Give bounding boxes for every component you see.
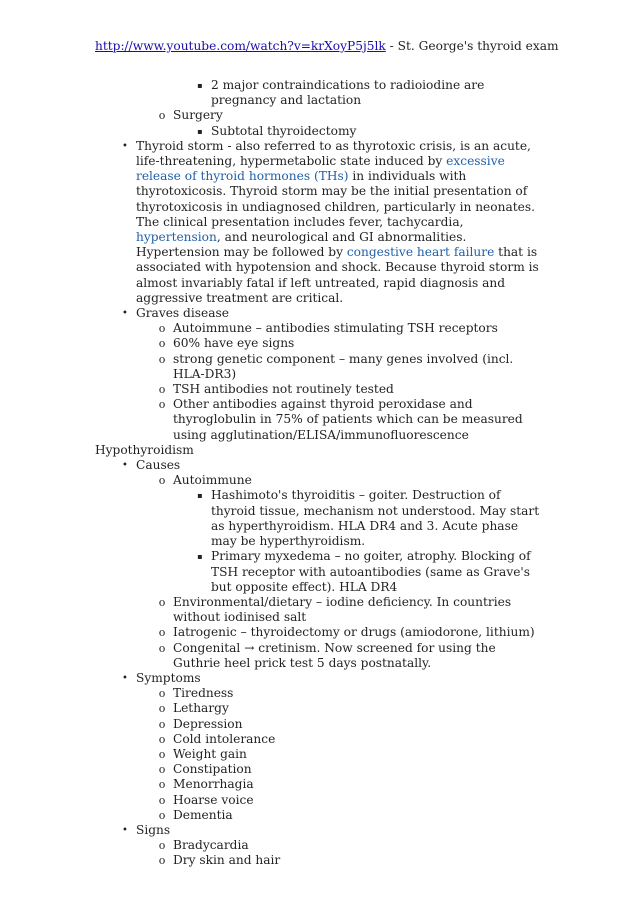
list-item-text: 60% have eye signs (173, 336, 295, 351)
disc-bullet-icon: • (122, 308, 128, 320)
list-item (0, 488, 638, 549)
square-bullet-icon: ▪ (197, 552, 203, 562)
list-item-signs (0, 823, 638, 838)
thyroid-storm-paragraph (136, 139, 540, 306)
list-item-graves (0, 306, 638, 321)
circle-bullet-icon: o (158, 383, 166, 397)
header-title: - St. George's thyroid exam (385, 39, 559, 53)
list-item (0, 701, 638, 716)
circle-bullet-icon: o (158, 839, 166, 853)
list-item (0, 717, 638, 732)
hypothyroidism-heading: Hypothyroidism (95, 442, 194, 457)
list-item (0, 641, 638, 671)
list-item-text: Iatrogenic – thyroidectomy or drugs (amiodorone, lithium) (173, 625, 535, 640)
list-item (0, 732, 638, 747)
list-item (0, 336, 638, 351)
header-link[interactable]: http://www.youtube.com/watch?v=krXoyP5j5lk (95, 39, 386, 53)
circle-bullet-icon: o (158, 687, 166, 701)
list-item-text: Constipation (173, 762, 252, 777)
circle-bullet-icon: o (158, 626, 166, 640)
congestive-heart-failure-link[interactable]: congestive heart failure (346, 245, 495, 260)
circle-bullet-icon: o (158, 352, 166, 366)
excessive-release-link[interactable]: excessive release of thyroid hormones (THs) (136, 154, 505, 184)
circle-bullet-icon: o (158, 337, 166, 351)
circle-bullet-icon: o (158, 763, 166, 777)
list-item-text: Subtotal thyroidectomy (211, 123, 357, 138)
paragraph-text: Thyroid storm - also referred to as thyrotoxic crisis, is an acute, life-threatening, hypermetabolic state induced by (136, 138, 531, 169)
circle-bullet-icon: o (158, 641, 166, 655)
list-item (0, 762, 638, 777)
list-item (0, 853, 638, 868)
list-item-text: TSH antibodies not routinely tested (173, 382, 394, 397)
list-item-text: Dry skin and hair (173, 853, 281, 868)
circle-bullet-icon: o (158, 474, 166, 488)
list-item-text: Lethargy (173, 701, 229, 716)
circle-bullet-icon: o (158, 808, 166, 822)
page-header (95, 39, 559, 54)
paragraph-text: that is associated with hypotension and shock. Because thyroid storm is almost invariably fatal if left untreated, rapid diagnosis and aggressive treatment are critical. (136, 245, 539, 305)
square-bullet-icon: ▪ (197, 491, 203, 501)
list-item-causes (0, 458, 638, 473)
list-item-text: Causes (136, 458, 181, 473)
list-item-text: Congenital → cretinism. Now screened for using the Guthrie heel prick test 5 days postnatally. (173, 640, 496, 670)
list-item (0, 78, 638, 108)
disc-bullet-icon: • (122, 672, 128, 684)
list-item-text: Depression (173, 716, 243, 731)
list-item (0, 686, 638, 701)
list-item-text: Symptoms (136, 670, 201, 685)
list-item-text: Bradycardia (173, 838, 249, 853)
list-item-text: 2 major contraindications to radioiodine are pregnancy and lactation (211, 78, 485, 108)
circle-bullet-icon: o (158, 793, 166, 807)
list-item-text: Hashimoto's thyroiditis – goiter. Destruction of thyroid tissue, mechanism not understood. May start as hyperthyroidism. HLA DR4 and 3. Acute phase may be hyperthyroidism. (211, 488, 540, 549)
paragraph-text: , and neurological and GI abnormalities. Hypertension may be followed by (136, 230, 467, 260)
list-item-text: Graves disease (136, 306, 229, 321)
list-item (0, 595, 638, 625)
list-item (0, 777, 638, 792)
list-item (0, 382, 638, 397)
list-item-symptoms (0, 671, 638, 686)
list-item-text: Primary myxedema – no goiter, atrophy. Blocking of TSH receptor with autoantibodies (same as Grave's but opposite effect). HLA DR4 (211, 549, 531, 594)
circle-bullet-icon: o (158, 778, 166, 792)
list-item-text: Surgery (173, 108, 223, 123)
circle-bullet-icon: o (158, 747, 166, 761)
list-item (0, 838, 638, 853)
circle-bullet-icon: o (158, 322, 166, 336)
list-item (0, 473, 638, 488)
list-item (0, 108, 638, 123)
circle-bullet-icon: o (158, 732, 166, 746)
list-item (0, 625, 638, 640)
list-item-thyroid-storm (0, 139, 638, 306)
list-item-text: Autoimmune – antibodies stimulating TSH receptors (173, 321, 498, 336)
list-item-text: Cold intolerance (173, 731, 276, 746)
list-item-text: Signs (136, 822, 171, 837)
list-item-text: Hoarse voice (173, 792, 254, 807)
disc-bullet-icon: • (122, 140, 128, 152)
list-item-text: Weight gain (173, 746, 247, 761)
circle-bullet-icon: o (158, 854, 166, 868)
circle-bullet-icon: o (158, 595, 166, 609)
list-item-text: Environmental/dietary – iodine deficiency. In countries without iodinised salt (173, 594, 512, 625)
circle-bullet-icon: o (158, 717, 166, 731)
list-item (0, 397, 638, 443)
list-item (0, 747, 638, 762)
disc-bullet-icon: • (122, 460, 128, 472)
circle-bullet-icon: o (158, 109, 166, 123)
list-item-text: Autoimmune (173, 473, 252, 488)
circle-bullet-icon: o (158, 702, 166, 716)
square-bullet-icon: ▪ (197, 126, 203, 136)
list-item-text: Menorrhagia (173, 777, 254, 792)
document-body (0, 78, 638, 869)
paragraph-text: in individuals with thyrotoxicosis. Thyroid storm may be the initial presentation of thyrotoxicosis in undiagnosed children, particularly in neonates. The clinical presentation includes fever, tachycardia, (136, 169, 535, 229)
hypertension-link[interactable]: hypertension (136, 230, 217, 245)
list-item (0, 352, 638, 382)
list-item-text: Dementia (173, 807, 233, 822)
list-item (0, 321, 638, 336)
list-item-text: Tiredness (173, 686, 234, 701)
square-bullet-icon: ▪ (197, 81, 203, 90)
circle-bullet-icon: o (158, 398, 166, 412)
section-heading (0, 443, 638, 458)
list-item (0, 124, 638, 139)
disc-bullet-icon: • (122, 824, 128, 836)
list-item (0, 808, 638, 823)
list-item (0, 793, 638, 808)
list-item-text: strong genetic component – many genes involved (incl. HLA-DR3) (173, 351, 514, 381)
list-item (0, 549, 638, 595)
list-item-text: Other antibodies against thyroid peroxidase and thyroglobulin in 75% of patients which can be measured using agglutination/ELISA/immunofluorescence (173, 397, 523, 442)
